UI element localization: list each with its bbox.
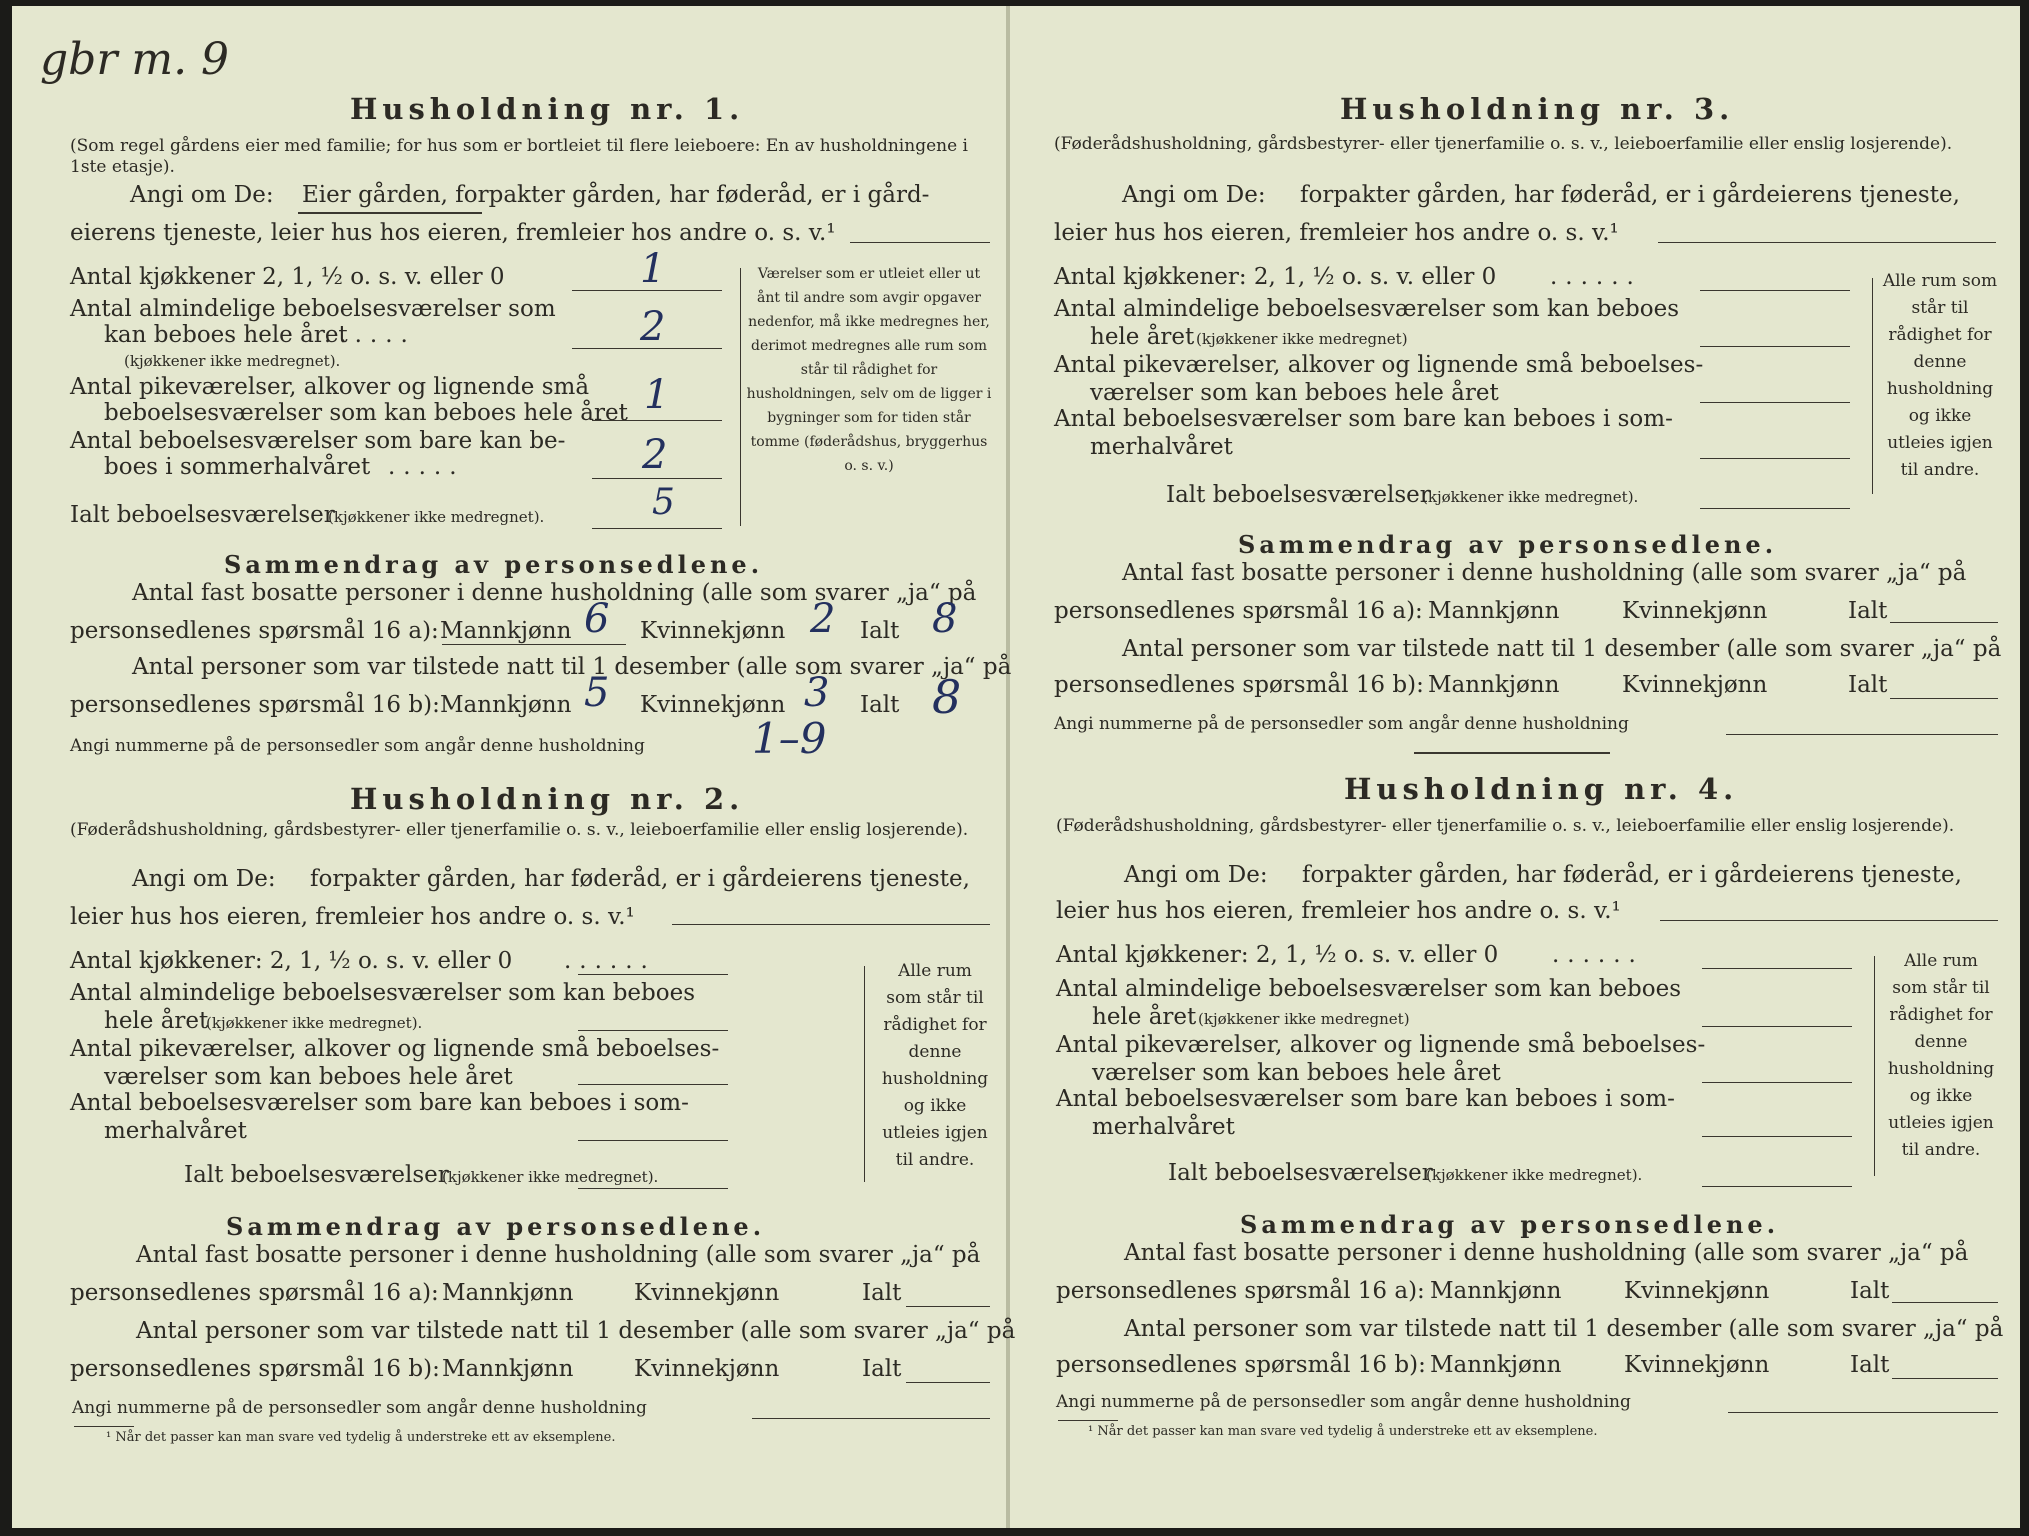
h4-til-label-b: personsedlenes spørsmål 16 b): [1056,1352,1426,1378]
h1-fast-mann-line [442,644,626,645]
h1-til-kvinne-value: 3 [804,670,830,716]
h1-note: Værelser som er utleiet eller ut ånt til andre som avgir opgaver nedenfor, må ikke medregnes her, derimot medregnes alle rum som står til rådighet for husholdningen, selv om de ligger i bygninger som for tiden står tomme (føderådshus, bryggerhus o. s. v.) [746,266,992,474]
h4-alm-label-b: hele året [1092,1004,1197,1030]
household-2-title: Husholdning nr. 2. [350,782,745,816]
h1-fast-ialt-value: 8 [932,596,958,642]
household-2-subtitle: (Føderådshusholdning, gårdsbestyrer- eller tjenerfamilie o. s. v., leieboerfamilie eller enslig losjerende). [70,820,969,840]
h2-fast-kvinne-label: Kvinnekjønn [634,1280,780,1306]
h4-fast-mann-label: Mannkjønn [1430,1278,1562,1304]
h2-ialt-small: (kjøkkener ikke medregnet). [442,1168,659,1186]
h1-sommer-value: 2 [642,432,668,478]
h4-fast-ialt-line [1892,1302,1998,1303]
h3-til-kvinne-label: Kvinnekjønn [1622,672,1768,698]
h2-pike-label-b: værelser som kan beboes hele året [104,1064,513,1090]
h3-fast-ialt-line [1890,622,1998,623]
section-divider [1414,752,1610,754]
h2-sommer-label-a: Antal beboelsesværelser som bare kan beboes i som- [70,1090,689,1116]
h1-kjokkener-value: 1 [640,246,666,292]
h4-fast-kvinne-label: Kvinnekjønn [1624,1278,1770,1304]
h2-fast-ialt-line [906,1306,990,1307]
household-1-title: Husholdning nr. 1. [350,92,745,126]
h1-til-ialt-value: 8 [932,670,962,724]
right-page [1010,6,2020,1528]
h4-sommer-label-b: merhalvåret [1092,1114,1235,1140]
h1-fast-mann-label: Mannkjønn [440,618,572,644]
h3-til-ialt-line [1890,698,1998,699]
household-3-subtitle: (Føderådshusholdning, gårdsbestyrer- eller tjenerfamilie o. s. v., leieboerfamilie eller enslig losjerende). [1054,134,1953,154]
h3-alm-small: (kjøkkener ikke medregnet) [1196,330,1408,348]
h2-angi-line [672,924,990,925]
h1-sommer-label-b: boes i sommerhalvåret [104,454,371,480]
h2-note: Alle rum som står til rådighet for denne husholdning og ikke utleies igjen til andre. [881,961,989,1170]
h4-sommer-line [1702,1136,1852,1137]
corner-note: gbr m. 9 [40,34,230,85]
h2-sommer-line [578,1140,728,1141]
h3-angi-options: forpakter gården, har føderåd, er i gårdeierens tjeneste, [1300,182,1960,208]
h4-kjokkener-label: Antal kjøkkener: 2, 1, ½ o. s. v. eller 0 [1056,942,1499,968]
h4-pike-label-b: værelser som kan beboes hele året [1092,1060,1501,1086]
h4-til-ialt-label: Ialt [1850,1352,1890,1378]
h3-pike-label-b: værelser som kan beboes hele året [1090,380,1499,406]
left-page [12,6,1016,1528]
h3-nummer-line [1726,734,1998,735]
h2-til-label-b: personsedlenes spørsmål 16 b): [70,1356,440,1382]
h3-fast-label-b: personsedlenes spørsmål 16 a): [1054,598,1423,624]
h1-pike-value: 1 [644,372,670,418]
h1-summary-title: Sammendrag av personsedlene. [224,550,764,579]
h3-brace [1872,278,1873,494]
h4-til-ialt-line [1892,1378,1998,1379]
h4-alm-small: (kjøkkener ikke medregnet) [1198,1010,1410,1028]
h1-ialt-small: (kjøkkener ikke medregnet). [328,508,545,526]
h1-kjokkener-label: Antal kjøkkener 2, 1, ½ o. s. v. eller 0 [70,264,505,290]
h1-til-ialt-label: Ialt [860,692,900,718]
h3-alm-label-a: Antal almindelige beboelsesværelser som kan beboes [1054,296,1680,322]
h2-til-ialt-line [906,1382,990,1383]
h3-fast-label-a: Antal fast bosatte personer i denne husholdning (alle som svarer „ja“ på [1122,560,1967,586]
h3-angi-options-2: leier hus hos eieren, fremleier hos andre o. s. v.¹ [1054,220,1619,246]
h3-sommer-label-b: merhalvåret [1090,434,1233,460]
h3-ialt-line [1700,508,1850,509]
h1-til-kvinne-label: Kvinnekjønn [640,692,786,718]
h4-fast-ialt-label: Ialt [1850,1278,1890,1304]
h1-fast-kvinne-label: Kvinnekjønn [640,618,786,644]
h1-til-label-b: personsedlenes spørsmål 16 b): [70,692,440,718]
h3-ialt-label: Ialt beboelsesværelser [1166,482,1431,508]
h1-alm-label-b: kan beboes hele året [104,322,348,348]
h2-alm-line [578,1030,728,1031]
footnote-rule [74,1426,134,1427]
h4-nummer-line [1728,1412,1998,1413]
h2-angi-label: Angi om De: [132,866,276,892]
h3-sommer-line [1700,458,1850,459]
h4-pike-line [1702,1082,1852,1083]
h1-sommer-label-a: Antal beboelsesværelser som bare kan be- [70,428,566,454]
h1-fast-mann-value: 6 [584,596,610,642]
h3-pike-label-a: Antal pikeværelser, alkover og lignende små beboelses- [1054,352,1704,378]
h2-fast-label-b: personsedlenes spørsmål 16 a): [70,1280,439,1306]
h3-kjokkener-label: Antal kjøkkener: 2, 1, ½ o. s. v. eller 0 [1054,264,1497,290]
h2-kjokkener-label: Antal kjøkkener: 2, 1, ½ o. s. v. eller 0 [70,948,513,974]
h1-fast-ialt-label: Ialt [860,618,900,644]
h2-nummer-label: Angi nummerne på de personsedler som angår denne husholdning [72,1398,647,1418]
h4-fast-label-a: Antal fast bosatte personer i denne husholdning (alle som svarer „ja“ på [1124,1240,1969,1266]
h1-pike-label-a: Antal pikeværelser, alkover og lignende små [70,374,590,400]
h4-til-mann-label: Mannkjønn [1430,1352,1562,1378]
h2-til-mann-label: Mannkjønn [442,1356,574,1382]
h4-angi-options-2: leier hus hos eieren, fremleier hos andre o. s. v.¹ [1056,898,1621,924]
h1-til-label-a: Antal personer som var tilstede natt til 1 desember (alle som svarer „ja“ på [132,654,1012,680]
h2-angi-options-2: leier hus hos eieren, fremleier hos andre o. s. v.¹ [70,904,635,930]
h2-til-ialt-label: Ialt [862,1356,902,1382]
h1-alm-label-c: (kjøkkener ikke medregnet). [124,352,341,370]
h1-fast-label-b: personsedlenes spørsmål 16 a): [70,618,439,644]
h4-angi-label: Angi om De: [1124,862,1268,888]
h1-angi-line [850,242,990,243]
h2-ialt-line [578,1188,728,1189]
h4-nummer-label: Angi nummerne på de personsedler som angår denne husholdning [1056,1392,1631,1412]
h2-angi-options: forpakter gården, har føderåd, er i gårdeierens tjeneste, [310,866,970,892]
h4-angi-line [1660,920,1998,921]
h3-note: Alle rum som står til rådighet for denne husholdning og ikke utleies igjen til andre. [1882,271,1998,480]
h1-ialt-label: Ialt beboelsesværelser [70,502,335,528]
h1-alm-dots: ...... [324,322,416,348]
h2-ialt-label: Ialt beboelsesværelser [184,1162,449,1188]
h4-note: Alle rum som står til rådighet for denne husholdning og ikke utleies igjen til andre. [1887,951,1995,1160]
left-footnote: ¹ Når det passer kan man svare ved tydelig å understreke ett av eksemplene. [106,1430,616,1445]
h3-nummer-label: Angi nummerne på de personsedler som angår denne husholdning [1054,714,1629,734]
h3-fast-mann-label: Mannkjønn [1428,598,1560,624]
h4-alm-label-a: Antal almindelige beboelsesværelser som kan beboes [1056,976,1682,1002]
h3-kjokkener-line [1700,290,1850,291]
h1-pike-line [592,420,722,421]
h4-til-label-a: Antal personer som var tilstede natt til 1 desember (alle som svarer „ja“ på [1124,1316,2004,1342]
h4-kjokkener-line [1702,968,1852,969]
h2-fast-ialt-label: Ialt [862,1280,902,1306]
household-4-title: Husholdning nr. 4. [1344,772,1739,806]
h4-alm-line [1702,1026,1852,1027]
h2-fast-label-a: Antal fast bosatte personer i denne husholdning (alle som svarer „ja“ på [136,1242,981,1268]
h1-angi-label: Angi om De: [130,182,274,208]
h2-alm-small: (kjøkkener ikke medregnet). [206,1014,423,1032]
h1-ialt-line [592,528,722,529]
h3-angi-line [1658,242,1996,243]
h1-fast-kvinne-value: 2 [810,596,836,642]
right-footnote: ¹ Når det passer kan man svare ved tydelig å understreke ett av eksemplene. [1088,1424,1598,1439]
h1-fast-label-a: Antal fast bosatte personer i denne husholdning (alle som svarer „ja“ på [132,580,977,606]
h2-kjokkener-dots: ...... [564,948,656,974]
h2-summary-title: Sammendrag av personsedlene. [226,1212,766,1241]
h1-alm-value: 2 [640,304,666,350]
h3-angi-label: Angi om De: [1122,182,1266,208]
h2-pike-line [578,1084,728,1085]
h1-sommer-dots: ..... [388,454,465,480]
h2-kjokkener-line [578,974,728,975]
h2-til-kvinne-label: Kvinnekjønn [634,1356,780,1382]
h1-sommer-line [592,478,722,479]
h3-sommer-label-a: Antal beboelsesværelser som bare kan beboes i som- [1054,406,1673,432]
h1-til-mann-value: 5 [584,670,610,716]
h1-ialt-value: 5 [652,482,675,523]
h2-til-label-a: Antal personer som var tilstede natt til 1 desember (alle som svarer „ja“ på [136,1318,1016,1344]
h3-kjokkener-dots: ...... [1550,264,1642,290]
h4-ialt-label: Ialt beboelsesværelser [1168,1160,1433,1186]
household-1-subtitle: (Som regel gårdens eier med familie; for hus som er bortleiet til flere leieboere: En av husholdningene i 1ste etasje). [70,136,968,177]
h3-til-ialt-label: Ialt [1848,672,1888,698]
h3-til-label-a: Antal personer som var tilstede natt til 1 desember (alle som svarer „ja“ på [1122,636,2002,662]
h3-ialt-small: (kjøkkener ikke medregnet). [1422,488,1639,506]
h3-til-mann-label: Mannkjønn [1428,672,1560,698]
h3-fast-ialt-label: Ialt [1848,598,1888,624]
h1-nummer-value: 1–9 [752,714,827,763]
h2-brace [864,966,865,1182]
h4-ialt-line [1702,1186,1852,1187]
h4-ialt-small: (kjøkkener ikke medregnet). [1426,1166,1643,1184]
h2-alm-label-b: hele året [104,1008,209,1034]
h1-pike-label-b: beboelsesværelser som kan beboes hele året [104,400,628,426]
h2-fast-mann-label: Mannkjønn [442,1280,574,1306]
h4-angi-options: forpakter gården, har føderåd, er i gårdeierens tjeneste, [1302,862,1962,888]
h1-nummer-label: Angi nummerne på de personsedler som angår denne husholdning [70,736,645,756]
h2-sommer-label-b: merhalvåret [104,1118,247,1144]
h3-pike-line [1700,402,1850,403]
h3-alm-label-b: hele året [1090,324,1195,350]
household-4-subtitle: (Føderådshusholdning, gårdsbestyrer- eller tjenerfamilie o. s. v., leieboerfamilie eller enslig losjerende). [1056,816,1955,836]
h1-brace [740,268,741,526]
h1-til-mann-label: Mannkjønn [440,692,572,718]
household-3-title: Husholdning nr. 3. [1340,92,1735,126]
h2-pike-label-a: Antal pikeværelser, alkover og lignende små beboelses- [70,1036,720,1062]
h3-alm-line [1700,346,1850,347]
h4-sommer-label-a: Antal beboelsesværelser som bare kan beboes i som- [1056,1086,1675,1112]
h1-angi-options: Eier gården, forpakter gården, har føderåd, er i gård- [302,182,930,208]
h4-summary-title: Sammendrag av personsedlene. [1240,1210,1780,1239]
h4-pike-label-a: Antal pikeværelser, alkover og lignende små beboelses- [1056,1032,1706,1058]
h3-til-label-b: personsedlenes spørsmål 16 b): [1054,672,1424,698]
h4-fast-label-b: personsedlenes spørsmål 16 a): [1056,1278,1425,1304]
h3-summary-title: Sammendrag av personsedlene. [1238,530,1778,559]
h4-kjokkener-dots: ...... [1552,942,1644,968]
h4-brace [1874,956,1875,1176]
h2-nummer-line [752,1418,990,1419]
h3-fast-kvinne-label: Kvinnekjønn [1622,598,1768,624]
h4-til-kvinne-label: Kvinnekjønn [1624,1352,1770,1378]
h1-eier-underline [298,212,482,214]
h1-angi-options-2: eierens tjeneste, leier hus hos eieren, fremleier hos andre o. s. v.¹ [70,220,836,246]
h1-alm-label-a: Antal almindelige beboelsesværelser som [70,296,556,322]
h2-alm-label-a: Antal almindelige beboelsesværelser som kan beboes [70,980,696,1006]
footnote-rule-right [1058,1420,1118,1421]
